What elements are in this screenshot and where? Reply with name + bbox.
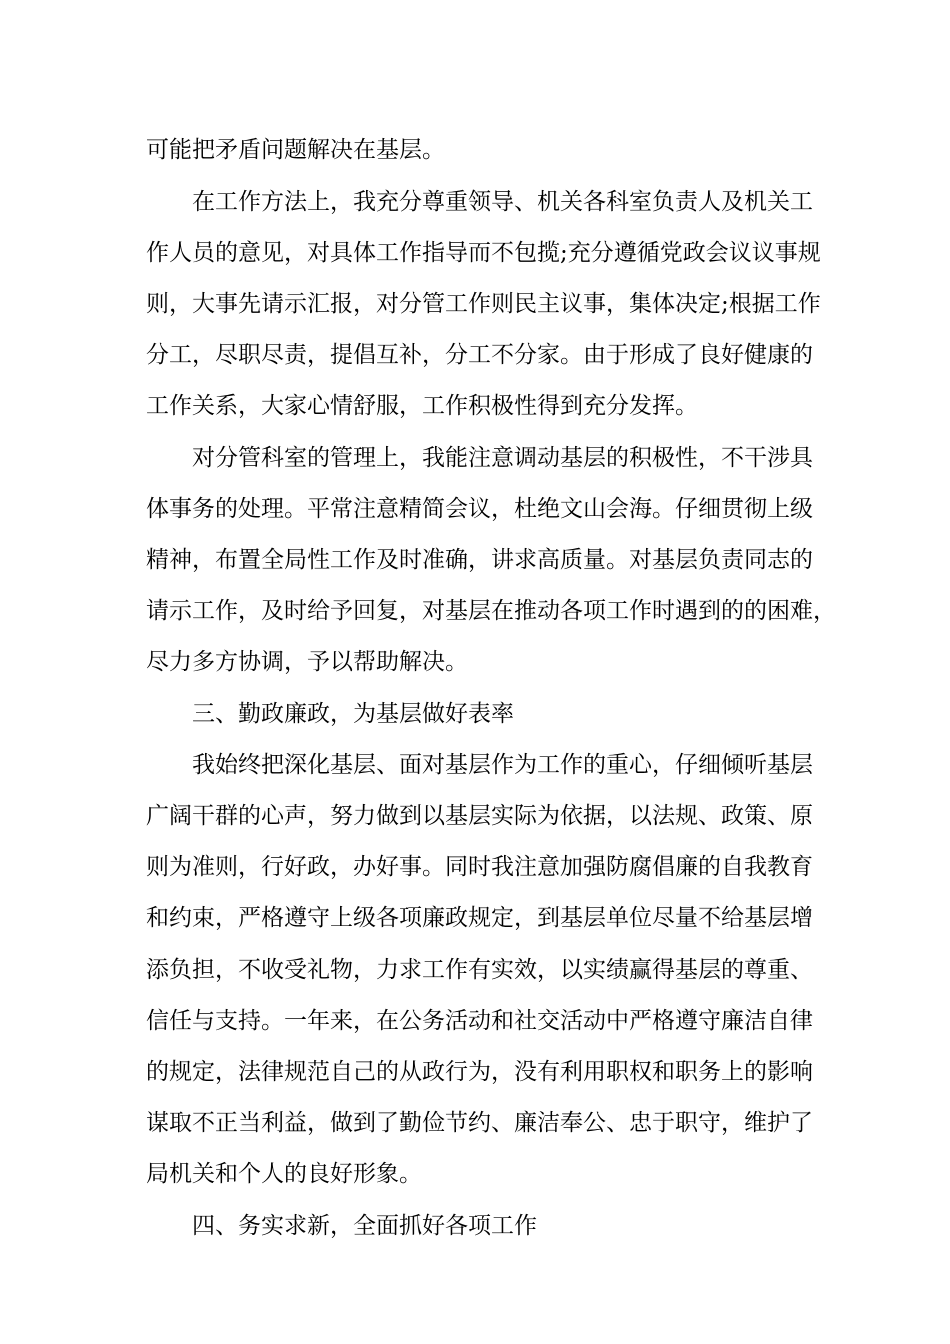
text-line: 广阔干群的心声，努力做到以基层实际为依据，以法规、政策、原	[146, 803, 813, 829]
text-line: 则，大事先请示汇报，对分管工作则民主议事，集体决定;根据工作	[146, 291, 821, 317]
text-line: 和约束，严格遵守上级各项廉政规定，到基层单位尽量不给基层增	[146, 905, 813, 931]
text-line: 精神，布置全局性工作及时准确，讲求高质量。对基层负责同志的	[146, 547, 813, 573]
text-line: 信任与支持。一年来，在公务活动和社交活动中严格遵守廉洁自律	[146, 1008, 813, 1034]
text-line: 分工，尽职尽责，提倡互补，分工不分家。由于形成了良好健康的	[146, 342, 813, 368]
text-line: 谋取不正当利益，做到了勤俭节约、廉洁奉公、忠于职守，维护了	[146, 1110, 813, 1136]
text-line: 则为准则，行好政，办好事。同时我注意加强防腐倡廉的自我教育	[146, 854, 813, 880]
text-line: 局机关和个人的良好形象。	[146, 1161, 422, 1187]
text-line: 可能把矛盾问题解决在基层。	[146, 137, 445, 163]
text-line: 工作关系，大家心情舒服，工作积极性得到充分发挥。	[146, 393, 698, 419]
text-line: 添负担，不收受礼物，力求工作有实效，以实绩赢得基层的尊重、	[146, 957, 813, 983]
text-line: 尽力多方协调，予以帮助解决。	[146, 649, 468, 675]
paragraph-start-line: 在工作方法上，我充分尊重领导、机关各科室负责人及机关工	[192, 189, 813, 215]
paragraph-start-line: 对分管科室的管理上，我能注意调动基层的积极性，不干涉具	[192, 445, 813, 471]
section-heading: 四、务实求新，全面抓好各项工作	[192, 1213, 537, 1239]
text-line: 请示工作，及时给予回复，对基层在推动各项工作时遇到的的困难，	[146, 598, 836, 624]
section-heading: 三、勤政廉政，为基层做好表率	[192, 701, 514, 727]
paragraph-start-line: 我始终把深化基层、面对基层作为工作的重心，仔细倾听基层	[192, 752, 813, 778]
text-line: 作人员的意见，对具体工作指导而不包揽;充分遵循党政会议议事规	[146, 240, 821, 266]
text-line: 体事务的处理。平常注意精简会议，杜绝文山会海。仔细贯彻上级	[146, 496, 813, 522]
text-line: 的规定，法律规范自己的从政行为，没有利用职权和职务上的影响	[146, 1059, 813, 1085]
